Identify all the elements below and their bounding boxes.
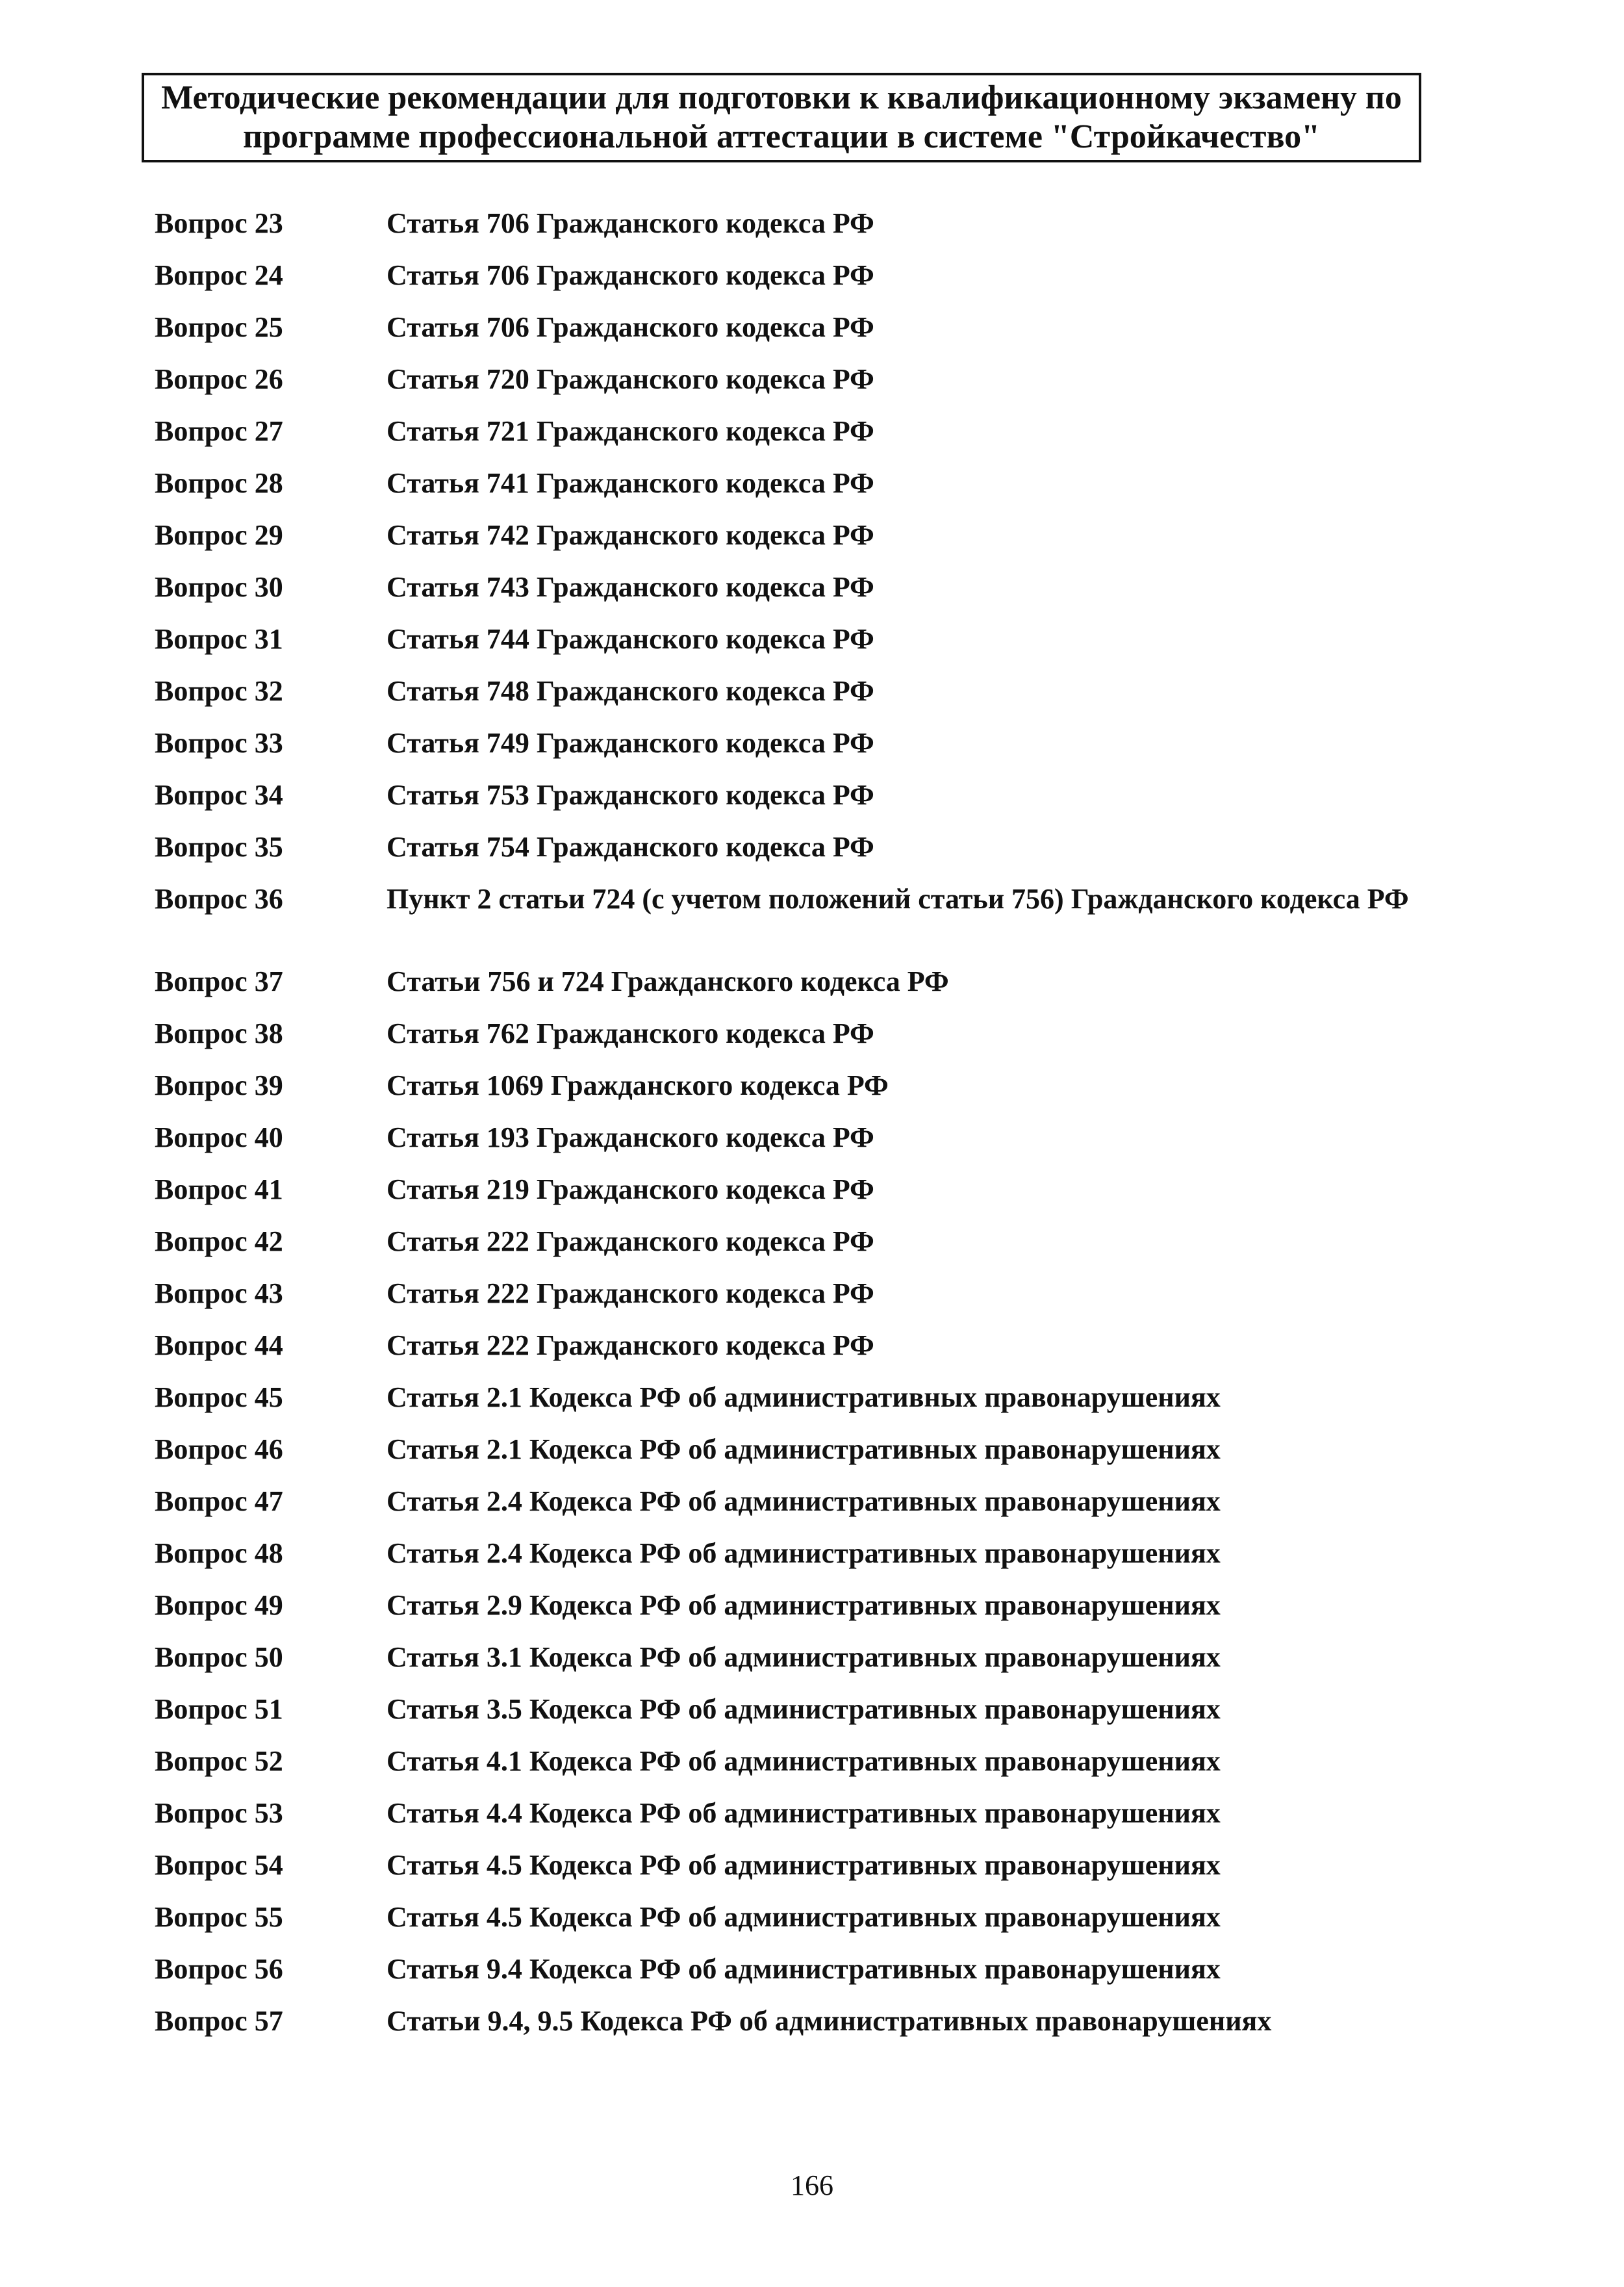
article-reference: Статья 9.4 Кодекса РФ об административных правонарушениях xyxy=(387,1953,1221,1985)
list-row xyxy=(155,1433,1421,1485)
article-reference: Статья 744 Гражданского кодекса РФ xyxy=(387,623,874,655)
question-number: Вопрос 33 xyxy=(155,727,283,759)
list-row xyxy=(155,1744,1421,1796)
list-row xyxy=(155,830,1421,882)
document-header xyxy=(142,73,1421,162)
article-reference: Статья 753 Гражданского кодекса РФ xyxy=(387,779,874,811)
question-number: Вопрос 56 xyxy=(155,1953,283,1985)
article-reference: Статья 743 Гражданского кодекса РФ xyxy=(387,571,874,603)
question-number: Вопрос 57 xyxy=(155,2005,283,2037)
list-row xyxy=(155,2004,1421,2056)
question-number: Вопрос 26 xyxy=(155,363,283,395)
list-row xyxy=(155,674,1421,726)
list-row xyxy=(155,1589,1421,1641)
article-reference: Статьи 756 и 724 Гражданского кодекса РФ xyxy=(387,965,949,997)
article-reference: Статья 721 Гражданского кодекса РФ xyxy=(387,415,874,447)
list-row xyxy=(155,622,1421,674)
list-row xyxy=(155,726,1421,778)
question-number: Вопрос 25 xyxy=(155,311,283,343)
article-reference: Статья 762 Гражданского кодекса РФ xyxy=(387,1017,874,1049)
article-reference: Статья 3.5 Кодекса РФ об административных правонарушениях xyxy=(387,1693,1221,1725)
list-row xyxy=(155,311,1421,363)
list-row xyxy=(155,1485,1421,1537)
list-row xyxy=(155,1796,1421,1848)
article-reference: Статья 706 Гражданского кодекса РФ xyxy=(387,259,874,291)
header-line-2: программе профессиональной аттестации в системе "Стройкачество" xyxy=(242,118,1321,155)
list-row xyxy=(155,570,1421,622)
question-number: Вопрос 44 xyxy=(155,1329,283,1361)
list-row xyxy=(155,778,1421,830)
list-row xyxy=(155,1848,1421,1900)
article-reference: Статья 193 Гражданского кодекса РФ xyxy=(387,1121,874,1153)
question-number: Вопрос 51 xyxy=(155,1693,283,1725)
question-number: Вопрос 23 xyxy=(155,207,283,239)
question-number: Вопрос 27 xyxy=(155,415,283,447)
question-number: Вопрос 37 xyxy=(155,965,283,997)
list-row xyxy=(155,965,1421,1017)
question-number: Вопрос 40 xyxy=(155,1121,283,1153)
question-number: Вопрос 53 xyxy=(155,1797,283,1829)
question-number: Вопрос 55 xyxy=(155,1901,283,1933)
article-reference: Статья 4.1 Кодекса РФ об административных правонарушениях xyxy=(387,1745,1221,1777)
list-row xyxy=(155,882,1421,965)
list-row xyxy=(155,1329,1421,1381)
list-row xyxy=(155,415,1421,466)
article-reference: Статья 2.9 Кодекса РФ об административных правонарушениях xyxy=(387,1589,1221,1621)
list-row xyxy=(155,363,1421,415)
question-number: Вопрос 49 xyxy=(155,1589,283,1621)
list-row xyxy=(155,1225,1421,1277)
article-reference: Статья 1069 Гражданского кодекса РФ xyxy=(387,1069,889,1101)
page-number: 166 xyxy=(791,2169,833,2201)
question-number: Вопрос 31 xyxy=(155,623,283,655)
list-row xyxy=(155,1641,1421,1693)
article-reference: Статья 720 Гражданского кодекса РФ xyxy=(387,363,874,395)
list-row xyxy=(155,466,1421,518)
question-number: Вопрос 39 xyxy=(155,1069,283,1101)
question-number: Вопрос 54 xyxy=(155,1849,283,1881)
question-number: Вопрос 34 xyxy=(155,779,283,811)
article-reference: Статья 219 Гражданского кодекса РФ xyxy=(387,1173,874,1205)
list-row xyxy=(155,1069,1421,1121)
article-reference: Статья 4.5 Кодекса РФ об административных правонарушениях xyxy=(387,1849,1221,1881)
article-reference: Статья 4.5 Кодекса РФ об административных правонарушениях xyxy=(387,1901,1221,1933)
question-number: Вопрос 48 xyxy=(155,1537,283,1569)
article-reference: Статья 2.1 Кодекса РФ об административных правонарушениях xyxy=(387,1381,1221,1413)
article-reference: Статья 706 Гражданского кодекса РФ xyxy=(387,311,874,343)
question-number: Вопрос 50 xyxy=(155,1641,283,1673)
list-row xyxy=(155,1173,1421,1225)
header-line-1: Методические рекомендации для подготовки к квалификационному экзамену по xyxy=(161,79,1402,116)
article-reference: Статья 2.1 Кодекса РФ об административных правонарушениях xyxy=(387,1433,1221,1465)
article-reference: Пункт 2 статьи 724 (с учетом положений статьи 756) Гражданского кодекса РФ xyxy=(387,883,1409,915)
list-row xyxy=(155,1900,1421,1952)
question-number: Вопрос 38 xyxy=(155,1017,283,1049)
question-number: Вопрос 36 xyxy=(155,883,283,915)
list-row xyxy=(155,1121,1421,1173)
question-number: Вопрос 28 xyxy=(155,467,283,499)
question-number: Вопрос 47 xyxy=(155,1485,283,1517)
article-reference: Статья 2.4 Кодекса РФ об административных правонарушениях xyxy=(387,1537,1221,1569)
article-reference: Статья 754 Гражданского кодекса РФ xyxy=(387,831,874,863)
question-number: Вопрос 52 xyxy=(155,1745,283,1777)
article-reference: Статья 2.4 Кодекса РФ об административных правонарушениях xyxy=(387,1485,1221,1517)
article-reference: Статья 742 Гражданского кодекса РФ xyxy=(387,519,874,551)
question-number: Вопрос 29 xyxy=(155,519,283,551)
article-reference: Статья 706 Гражданского кодекса РФ xyxy=(387,207,874,239)
article-reference: Статья 749 Гражданского кодекса РФ xyxy=(387,727,874,759)
article-reference: Статья 741 Гражданского кодекса РФ xyxy=(387,467,874,499)
article-reference: Статья 222 Гражданского кодекса РФ xyxy=(387,1329,874,1361)
list-row xyxy=(155,518,1421,570)
article-reference: Статья 222 Гражданского кодекса РФ xyxy=(387,1225,874,1257)
article-reference: Статья 3.1 Кодекса РФ об административных правонарушениях xyxy=(387,1641,1221,1673)
article-reference: Статья 222 Гражданского кодекса РФ xyxy=(387,1277,874,1309)
question-number: Вопрос 43 xyxy=(155,1277,283,1309)
question-number: Вопрос 42 xyxy=(155,1225,283,1257)
question-article-list xyxy=(155,207,1421,2056)
question-number: Вопрос 45 xyxy=(155,1381,283,1413)
list-row xyxy=(155,1277,1421,1329)
list-row xyxy=(155,1952,1421,2004)
list-row xyxy=(155,1693,1421,1744)
list-row xyxy=(155,1381,1421,1433)
list-row xyxy=(155,207,1421,259)
article-reference: Статья 4.4 Кодекса РФ об административных правонарушениях xyxy=(387,1797,1221,1829)
question-number: Вопрос 24 xyxy=(155,259,283,291)
question-number: Вопрос 35 xyxy=(155,831,283,863)
article-reference: Статья 748 Гражданского кодекса РФ xyxy=(387,675,874,707)
question-number: Вопрос 30 xyxy=(155,571,283,603)
list-row xyxy=(155,1017,1421,1069)
list-row xyxy=(155,259,1421,311)
article-reference: Статьи 9.4, 9.5 Кодекса РФ об административных правонарушениях xyxy=(387,2005,1272,2037)
question-number: Вопрос 41 xyxy=(155,1173,283,1205)
question-number: Вопрос 32 xyxy=(155,675,283,707)
list-row xyxy=(155,1537,1421,1589)
question-number: Вопрос 46 xyxy=(155,1433,283,1465)
